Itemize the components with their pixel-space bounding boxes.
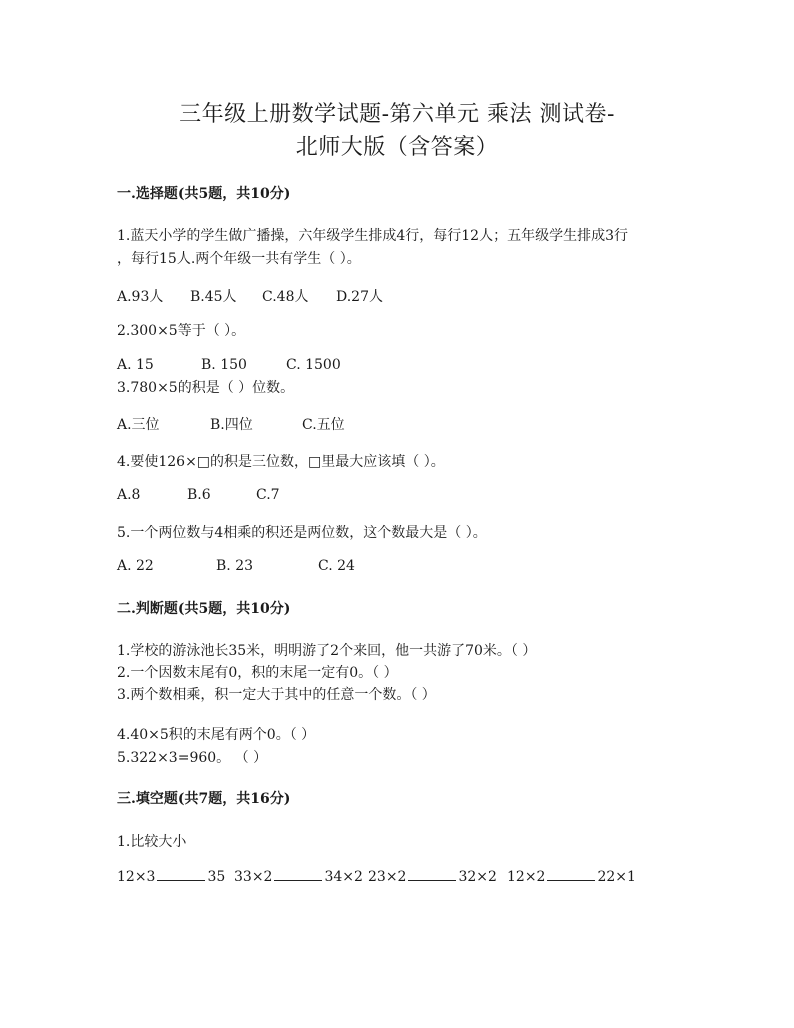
question-1-text-line2: ，每行15人.两个年级一共有学生（ ）。 — [117, 251, 361, 267]
judgment-item-2: 2.一个因数末尾有0，积的末尾一定有0。（ ） — [117, 665, 398, 681]
question-4-option-c[interactable]: C.7 — [256, 487, 280, 503]
comparison-3-left: 23×2 — [368, 869, 407, 885]
comparison-3-blank[interactable] — [408, 868, 456, 881]
comparison-3-right: 32×2 — [458, 869, 497, 885]
comparison-1-right: 35 — [207, 869, 226, 885]
comparison-4-right: 22×1 — [597, 869, 636, 885]
comparison-3 — [368, 868, 497, 885]
question-4-option-b[interactable]: B.6 — [187, 487, 211, 503]
page-title-line2: 北师大版（含答案） — [295, 135, 499, 160]
comparison-1-blank[interactable] — [157, 868, 205, 881]
question-3-text: 3.780×5的积是（ ）位数。 — [117, 380, 295, 396]
question-1-text-line1: 1.蓝天小学的学生做广播操，六年级学生排成4行，每行12人；五年级学生排成3行 — [117, 228, 628, 244]
comparison-2 — [234, 868, 363, 885]
question-3-option-b[interactable]: B.四位 — [210, 417, 253, 433]
question-2-option-b[interactable]: B. 150 — [201, 357, 247, 373]
section-heading-judgment: 二.判断题(共5题，共10分) — [117, 601, 291, 617]
judgment-item-3: 3.两个数相乘，积一定大于其中的任意一个数。（ ） — [117, 687, 436, 703]
question-4-option-a[interactable]: A.8 — [117, 487, 141, 503]
question-5-option-b[interactable]: B. 23 — [216, 558, 254, 574]
question-5-text: 5.一个两位数与4相乘的积还是两位数，这个数最大是（ ）。 — [117, 525, 487, 541]
section-heading-choice: 一.选择题(共5题，共10分) — [117, 186, 291, 202]
question-4-text: 4.要使126×□的积是三位数，□里最大应该填（ ）。 — [117, 454, 445, 470]
section-heading-fill: 三.填空题(共7题，共16分) — [117, 791, 291, 807]
question-2-option-a[interactable]: A. 15 — [117, 357, 154, 373]
comparison-4 — [507, 868, 636, 885]
fill-question-1-text: 1.比较大小 — [117, 834, 187, 850]
question-5-option-c[interactable]: C. 24 — [318, 558, 355, 574]
question-3-option-c[interactable]: C.五位 — [302, 417, 345, 433]
question-1-option-a[interactable]: A.93人 — [117, 289, 164, 305]
question-2-text: 2.300×5等于（ ）。 — [117, 323, 246, 339]
question-1-option-b[interactable]: B.45人 — [190, 289, 237, 305]
question-1-option-c[interactable]: C.48人 — [262, 289, 309, 305]
page-title-line1: 三年级上册数学试题-第六单元 乘法 测试卷- — [179, 102, 615, 127]
comparison-1-left: 12×3 — [117, 869, 156, 885]
comparison-4-blank[interactable] — [547, 868, 595, 881]
question-5-option-a[interactable]: A. 22 — [117, 558, 154, 574]
judgment-item-1: 1.学校的游泳池长35米，明明游了2个来回，他一共游了70米。（ ） — [117, 643, 537, 659]
question-3-option-a[interactable]: A.三位 — [117, 417, 160, 433]
comparison-4-left: 12×2 — [507, 869, 546, 885]
comparison-2-left: 33×2 — [234, 869, 273, 885]
comparison-2-right: 34×2 — [324, 869, 363, 885]
question-1-option-d[interactable]: D.27人 — [336, 289, 383, 305]
judgment-item-5: 5.322×3=960。 （ ） — [117, 750, 268, 766]
question-2-option-c[interactable]: C. 1500 — [286, 357, 341, 373]
comparison-1 — [117, 868, 225, 885]
comparison-2-blank[interactable] — [274, 868, 322, 881]
judgment-item-4: 4.40×5积的末尾有两个0。（ ） — [117, 727, 316, 743]
